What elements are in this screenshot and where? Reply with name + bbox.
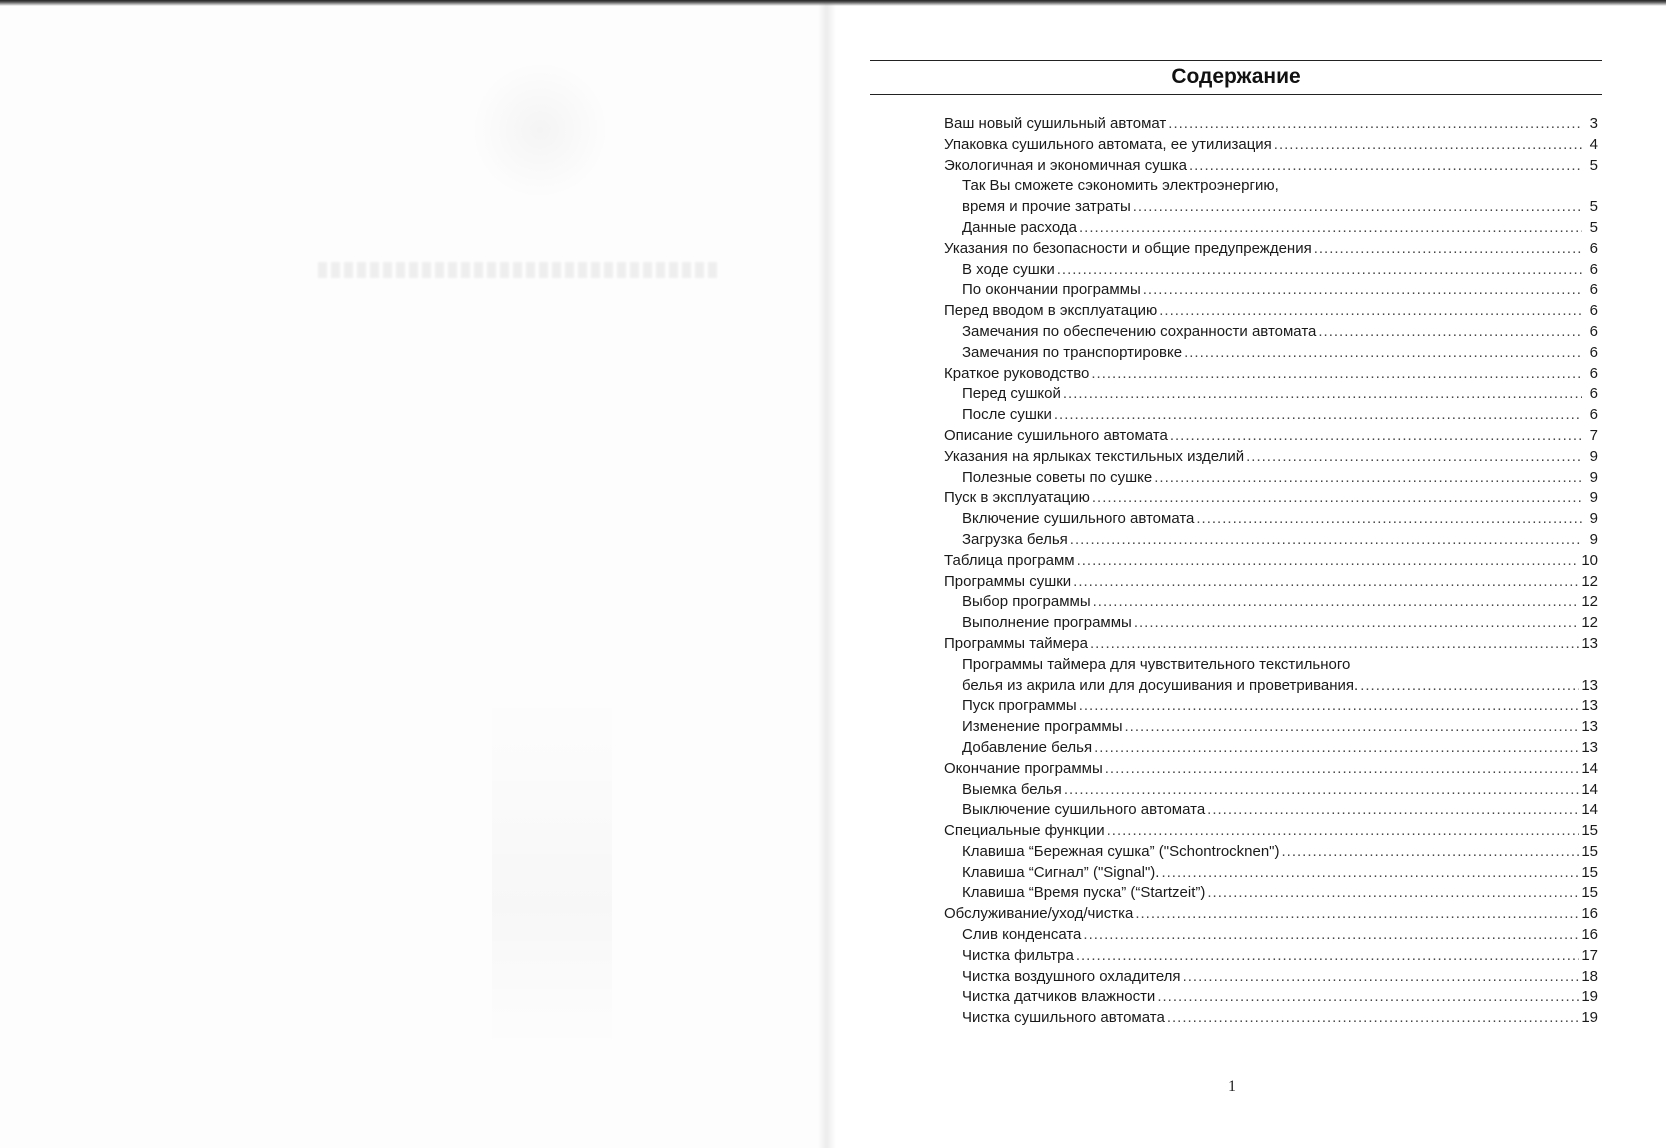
toc-entry-label: Упаковка сушильного автомата, ее утилизация <box>944 135 1272 153</box>
toc-entry-page: 15 <box>1581 822 1598 840</box>
toc-leader-dots <box>1064 780 1580 801</box>
toc-entry <box>944 384 1598 405</box>
toc-leader-dots <box>1189 156 1582 177</box>
toc-entry-label: Выполнение программы <box>962 614 1132 632</box>
toc-entry-label: Краткое руководство <box>944 364 1090 382</box>
toc-entry <box>944 863 1598 884</box>
toc-entry-page: 13 <box>1581 676 1598 694</box>
toc-entry <box>944 987 1598 1008</box>
toc-entry-page: 16 <box>1581 926 1598 944</box>
toc-entry-label: Чистка фильтра <box>962 946 1074 964</box>
toc-leader-dots <box>1360 676 1579 697</box>
toc-entry-label: Изменение программы <box>962 718 1123 736</box>
toc-entry <box>944 447 1598 468</box>
toc-entry-label: Выключение сушильного автомата <box>962 801 1206 819</box>
toc-entry-page: 6 <box>1589 302 1598 320</box>
toc-leader-dots <box>1079 696 1580 717</box>
toc-entry <box>944 530 1598 551</box>
toc-entry-label: Данные расхода <box>962 218 1077 236</box>
toc-entry <box>944 197 1598 218</box>
toc-entry-label: Добавление белья <box>962 738 1093 756</box>
toc-entry <box>944 551 1598 572</box>
toc-entry-page: 9 <box>1589 510 1598 528</box>
toc-entry <box>944 738 1598 759</box>
toc-leader-dots <box>1073 572 1579 593</box>
toc-entry-page: 13 <box>1581 738 1598 756</box>
toc-entry <box>944 239 1598 260</box>
toc-leader-dots <box>1094 738 1579 759</box>
left-page-blank <box>0 0 826 1148</box>
toc-entry-label: Перед сушкой <box>962 385 1061 403</box>
toc-entry-page: 4 <box>1589 135 1598 153</box>
toc-entry <box>944 904 1598 925</box>
toc-entry <box>944 364 1598 385</box>
toc-entry-page: 12 <box>1581 614 1598 632</box>
toc-entry-label: Программы таймера для чувствительного текстильного <box>962 655 1351 673</box>
toc-entry-page: 12 <box>1581 572 1598 590</box>
toc-entry-page: 7 <box>1589 426 1598 444</box>
toc-entry-label: Чистка сушильного автомата <box>962 1009 1165 1027</box>
toc-entry <box>944 572 1598 593</box>
toc-entry-label: Специальные функции <box>944 822 1105 840</box>
toc-entry-label: Чистка воздушного охладителя <box>962 967 1181 985</box>
toc-leader-dots <box>1161 863 1579 884</box>
toc-leader-dots <box>1143 280 1582 301</box>
toc-entry-page: 13 <box>1581 634 1598 652</box>
toc-entry-label: Клавиша “Бережная сушка” ("Schontrocknen") <box>962 842 1280 860</box>
toc-entry <box>944 301 1598 322</box>
bleed-through-text <box>318 262 718 278</box>
toc-entry <box>944 967 1598 988</box>
toc-entry-page: 5 <box>1589 156 1598 174</box>
toc-leader-dots <box>1184 343 1582 364</box>
toc-entry <box>944 655 1598 676</box>
toc-entry-page: 6 <box>1589 343 1598 361</box>
toc-entry-label: Загрузка белья <box>962 530 1068 548</box>
toc-leader-dots <box>1083 925 1579 946</box>
toc-entry-page: 6 <box>1589 281 1598 299</box>
title-rule-bottom <box>870 94 1602 95</box>
toc-leader-dots <box>1274 135 1582 156</box>
toc-entry-label: Указания по безопасности и общие предупреждения <box>944 239 1312 257</box>
toc-entry <box>944 613 1598 634</box>
toc-entry-label: Экологичная и экономичная сушка <box>944 156 1187 174</box>
toc-entry-page: 14 <box>1581 801 1598 819</box>
toc-entry <box>944 821 1598 842</box>
toc-leader-dots <box>1090 634 1579 655</box>
toc-entry <box>944 592 1598 613</box>
toc-entry <box>944 218 1598 239</box>
toc-leader-dots <box>1196 509 1582 530</box>
toc-leader-dots <box>1133 197 1582 218</box>
toc-entry-label: Полезные советы по сушке <box>962 468 1153 486</box>
toc-entry-label: Замечания по обеспечению сохранности автомата <box>962 322 1317 340</box>
toc-leader-dots <box>1318 322 1582 343</box>
toc-leader-dots <box>1282 842 1580 863</box>
toc-leader-dots <box>1168 114 1582 135</box>
toc-entry-label: Описание сушильного автомата <box>944 426 1168 444</box>
toc-entry-page: 9 <box>1589 530 1598 548</box>
toc-entry <box>944 800 1598 821</box>
toc-entry-label: Так Вы сможете сэкономить электроэнергию, <box>962 177 1279 195</box>
toc-leader-dots <box>1063 384 1582 405</box>
toc-entry-page: 14 <box>1581 759 1598 777</box>
toc-leader-dots <box>1314 239 1582 260</box>
title-rule-top <box>870 60 1602 61</box>
toc-entry-page: 5 <box>1589 218 1598 236</box>
table-of-contents <box>944 114 1598 1029</box>
toc-entry <box>944 343 1598 364</box>
toc-entry-label: Выемка белья <box>962 780 1062 798</box>
toc-leader-dots <box>1134 613 1579 634</box>
toc-leader-dots <box>1124 717 1579 738</box>
toc-entry-page: 6 <box>1589 385 1598 403</box>
toc-entry <box>944 280 1598 301</box>
toc-entry-label: Окончание программы <box>944 759 1103 777</box>
toc-leader-dots <box>1076 946 1579 967</box>
toc-leader-dots <box>1135 904 1579 925</box>
toc-entry <box>944 925 1598 946</box>
toc-entry-label: Замечания по транспортировке <box>962 343 1183 361</box>
toc-entry <box>944 676 1598 697</box>
toc-entry-page: 9 <box>1589 489 1598 507</box>
toc-entry-page: 13 <box>1581 718 1598 736</box>
bleed-through-shape <box>492 690 612 1050</box>
toc-entry-label: Клавиша “Сигнал” ("Signal"). <box>962 863 1160 881</box>
toc-entry-page: 9 <box>1589 447 1598 465</box>
toc-entry-page: 17 <box>1581 946 1598 964</box>
toc-entry-page: 16 <box>1581 905 1598 923</box>
toc-entry-page: 15 <box>1581 863 1598 881</box>
toc-entry-page: 3 <box>1589 115 1598 132</box>
toc-entry-page: 6 <box>1589 322 1598 340</box>
page-title: Содержание <box>1171 65 1301 88</box>
toc-entry-page: 10 <box>1581 551 1598 569</box>
toc-entry <box>944 842 1598 863</box>
toc-entry-page: 6 <box>1589 260 1598 278</box>
toc-entry <box>944 509 1598 530</box>
toc-entry-page: 12 <box>1581 593 1598 611</box>
toc-entry <box>944 946 1598 967</box>
toc-entry <box>944 468 1598 489</box>
toc-leader-dots <box>1093 592 1580 613</box>
toc-entry-page: 19 <box>1581 988 1598 1006</box>
toc-entry-label: Включение сушильного автомата <box>962 510 1195 528</box>
toc-entry <box>944 883 1598 904</box>
toc-entry-label: Выбор программы <box>962 593 1091 611</box>
toc-leader-dots <box>1107 821 1580 842</box>
toc-entry <box>944 322 1598 343</box>
toc-entry <box>944 696 1598 717</box>
toc-entry-label: Перед вводом в эксплуатацию <box>944 302 1158 320</box>
toc-entry <box>944 488 1598 509</box>
toc-entry-label: время и прочие затраты <box>962 198 1131 216</box>
page-number: 1 <box>1228 1078 1236 1095</box>
toc-entry <box>944 780 1598 801</box>
toc-entry-label: Слив конденсата <box>962 926 1082 944</box>
toc-leader-dots <box>1057 260 1582 281</box>
toc-entry-label: В ходе сушки <box>962 260 1055 278</box>
toc-entry-label: Таблица программ <box>944 551 1075 569</box>
toc-leader-dots <box>1167 1008 1580 1029</box>
toc-leader-dots <box>1154 468 1582 489</box>
toc-entry <box>944 260 1598 281</box>
toc-leader-dots <box>1207 883 1579 904</box>
toc-leader-dots <box>1070 530 1582 551</box>
toc-entry-page: 15 <box>1581 842 1598 860</box>
toc-entry <box>944 114 1598 135</box>
toc-entry-label: По окончании программы <box>962 281 1141 299</box>
toc-entry-page: 15 <box>1581 884 1598 902</box>
toc-entry-label: Программы таймера <box>944 634 1088 652</box>
toc-entry-label: После сушки <box>962 406 1052 424</box>
toc-entry <box>944 426 1598 447</box>
toc-entry-page: 6 <box>1589 406 1598 424</box>
toc-leader-dots <box>1246 447 1582 468</box>
toc-entry-label: белья из акрила или для досушивания и проветривания. <box>962 676 1359 694</box>
toc-entry-page: 5 <box>1589 198 1598 216</box>
toc-entry-page: 18 <box>1581 967 1598 985</box>
toc-leader-dots <box>1159 301 1582 322</box>
toc-entry <box>944 156 1598 177</box>
toc-entry <box>944 1008 1598 1029</box>
toc-entry-label: Пуск программы <box>962 697 1077 715</box>
toc-entry <box>944 405 1598 426</box>
toc-leader-dots <box>1105 759 1580 780</box>
toc-entry <box>944 634 1598 655</box>
toc-entry-label: Программы сушки <box>944 572 1072 590</box>
scan-edge-shadow <box>0 0 1666 6</box>
book-gutter <box>818 0 836 1148</box>
toc-leader-dots <box>1170 426 1582 447</box>
toc-entry-label: Ваш новый сушильный автомат <box>944 115 1167 132</box>
toc-leader-dots <box>1157 987 1579 1008</box>
toc-entry-label: Указания на ярлыках текстильных изделий <box>944 447 1245 465</box>
toc-entry-label: Клавиша “Время пуска” (“Startzeit”) <box>962 884 1206 902</box>
bleed-through-shape <box>470 60 610 200</box>
toc-entry <box>944 176 1598 197</box>
toc-entry-label: Пуск в эксплуатацию <box>944 489 1090 507</box>
toc-leader-dots <box>1183 967 1580 988</box>
toc-entry-page: 14 <box>1581 780 1598 798</box>
toc-entry-page: 6 <box>1589 239 1598 257</box>
toc-leader-dots <box>1077 551 1580 572</box>
toc-leader-dots <box>1207 800 1579 821</box>
toc-entry-page: 13 <box>1581 697 1598 715</box>
toc-entry-label: Чистка датчиков влажности <box>962 988 1156 1006</box>
toc-entry-label: Обслуживание/уход/чистка <box>944 905 1134 923</box>
toc-leader-dots <box>1054 405 1582 426</box>
toc-leader-dots <box>1091 364 1582 385</box>
toc-leader-dots <box>1092 488 1582 509</box>
toc-entry <box>944 717 1598 738</box>
toc-entry-page: 6 <box>1589 364 1598 382</box>
toc-entry-page: 19 <box>1581 1009 1598 1027</box>
toc-entry-page: 9 <box>1589 468 1598 486</box>
toc-entry <box>944 759 1598 780</box>
toc-leader-dots <box>1079 218 1582 239</box>
toc-entry <box>944 135 1598 156</box>
